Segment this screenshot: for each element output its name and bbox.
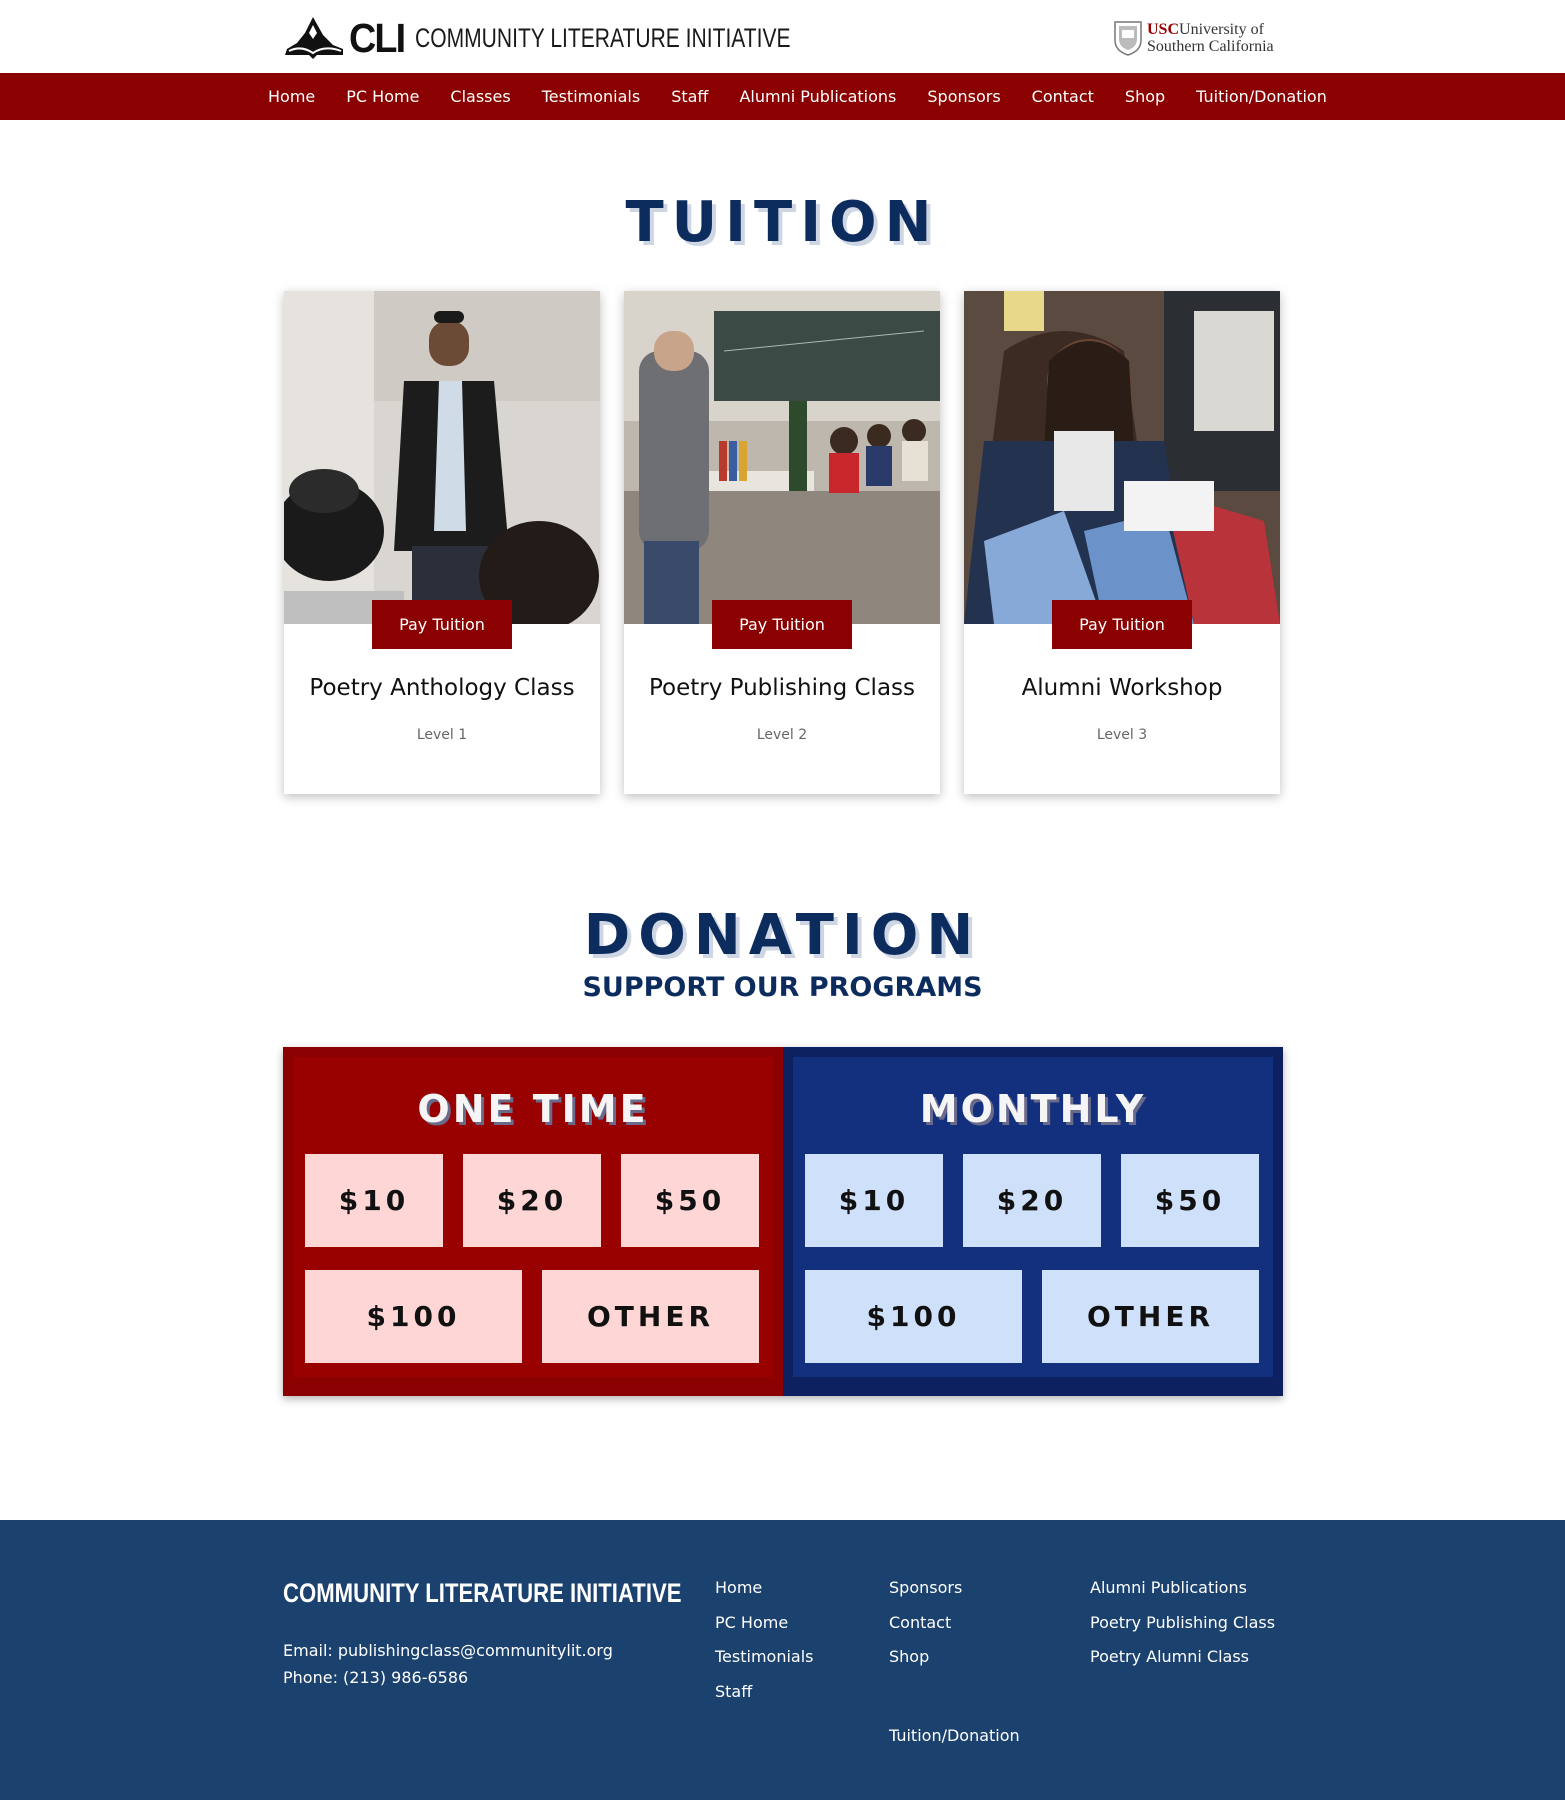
one-time-inner [293,1057,773,1377]
publishing-class-photo [624,291,940,624]
nav-pc-home[interactable]: PC Home [346,87,420,106]
card-title-anthology: Poetry Anthology Class [309,675,575,701]
usc-line1: University of [1179,21,1264,38]
usc-abbr: USC [1147,21,1180,38]
usc-line2: Southern California [1147,38,1274,55]
usc-seal-icon [1113,20,1143,56]
tuition-heading: TUITION [625,190,940,255]
usc-logo[interactable] [1113,20,1274,56]
nav-tuition-donation[interactable]: Tuition/Donation [1196,87,1327,106]
nav-staff[interactable]: Staff [671,87,709,106]
footer-link-tuition-donation[interactable]: Tuition/Donation [889,1726,1020,1745]
card-level-publishing: Level 2 [756,727,808,743]
one-time-50-button[interactable]: $50 [621,1154,759,1247]
donation-subheading: SUPPORT OUR PROGRAMS [582,972,983,1003]
nav-classes[interactable]: Classes [450,87,511,106]
monthly-50-button[interactable]: $50 [1121,1154,1259,1247]
one-time-title: ONE TIME [417,1087,649,1131]
card-title-publishing: Poetry Publishing Class [648,675,916,701]
footer-links-col2 [889,1576,962,1680]
card-title-alumni: Alumni Workshop [1021,675,1223,701]
nav-shop[interactable]: Shop [1124,87,1166,106]
footer-brand: COMMUNITY LITERATURE INITIATIVE [283,1578,682,1608]
main-nav [268,73,1358,120]
footer-link-sponsors[interactable]: Sponsors [889,1578,963,1597]
tuition-card-anthology [284,291,600,794]
footer-link-pc-home[interactable]: PC Home [715,1612,789,1632]
pay-tuition-button-publishing[interactable]: Pay Tuition [712,600,852,649]
site-logo[interactable] [283,14,897,62]
monthly-inner [793,1057,1273,1377]
one-time-100-button[interactable]: $100 [305,1270,522,1363]
card-level-alumni: Level 3 [1096,727,1148,743]
one-time-10-button[interactable]: $10 [305,1154,443,1247]
tuition-card-alumni [964,291,1280,794]
monthly-other-button[interactable]: OTHER [1042,1270,1259,1363]
nav-contact[interactable]: Contact [1031,87,1094,106]
footer-link-contact[interactable]: Contact [889,1612,952,1632]
alumni-workshop-photo [964,291,1280,624]
logo-org-name: COMMUNITY LITERATURE INITIATIVE [415,22,791,53]
monthly-100-button[interactable]: $100 [805,1270,1022,1363]
monthly-20-button[interactable]: $20 [963,1154,1101,1247]
footer-contact [283,1637,613,1691]
pay-tuition-button-anthology[interactable]: Pay Tuition [372,600,512,649]
donation-heading: DONATION [583,903,982,968]
footer-links-col3 [1090,1576,1275,1680]
nav-testimonials[interactable]: Testimonials [541,87,641,106]
classroom-illustration [624,291,940,624]
monthly-title: MONTHLY [919,1087,1147,1131]
main-nav-bar [0,73,1565,120]
nav-sponsors[interactable]: Sponsors [927,87,1001,106]
footer-link-home[interactable]: Home [715,1578,763,1597]
footer-link-testimonials[interactable]: Testimonials [715,1647,814,1666]
top-header [0,0,1565,73]
footer-link-alumni-publications[interactable]: Alumni Publications [1090,1578,1247,1597]
footer-link-poetry-publishing-class[interactable]: Poetry Publishing Class [1090,1612,1276,1632]
card-level-anthology: Level 1 [416,727,468,743]
instructor-teaching-illustration [284,291,600,624]
donation-panels [283,1047,1283,1396]
usc-wordmark [1147,21,1274,55]
author-signing-books-illustration [964,291,1280,624]
open-book-mountain-icon [283,15,347,61]
nav-alumni-publications[interactable]: Alumni Publications [739,87,897,106]
footer-links-col1 [715,1576,814,1714]
nav-home[interactable]: Home [268,87,316,106]
one-time-other-button[interactable]: OTHER [542,1270,759,1363]
footer-link-shop[interactable]: Shop [889,1647,930,1666]
one-time-panel [283,1047,783,1396]
monthly-panel [783,1047,1283,1396]
monthly-10-button[interactable]: $10 [805,1154,943,1247]
one-time-20-button[interactable]: $20 [463,1154,601,1247]
footer-link-staff[interactable]: Staff [715,1681,753,1701]
site-footer [0,1520,1565,1800]
footer-link-poetry-alumni-class[interactable]: Poetry Alumni Class [1090,1647,1249,1666]
pay-tuition-button-alumni[interactable]: Pay Tuition [1052,600,1192,649]
anthology-class-photo [284,291,600,624]
footer-email[interactable]: Email: publishingclass@communitylit.org [283,1641,613,1660]
tuition-card-publishing [624,291,940,794]
footer-phone: Phone: (213) 986-6586 [283,1668,469,1687]
logo-cli-text: CLI [349,14,405,61]
